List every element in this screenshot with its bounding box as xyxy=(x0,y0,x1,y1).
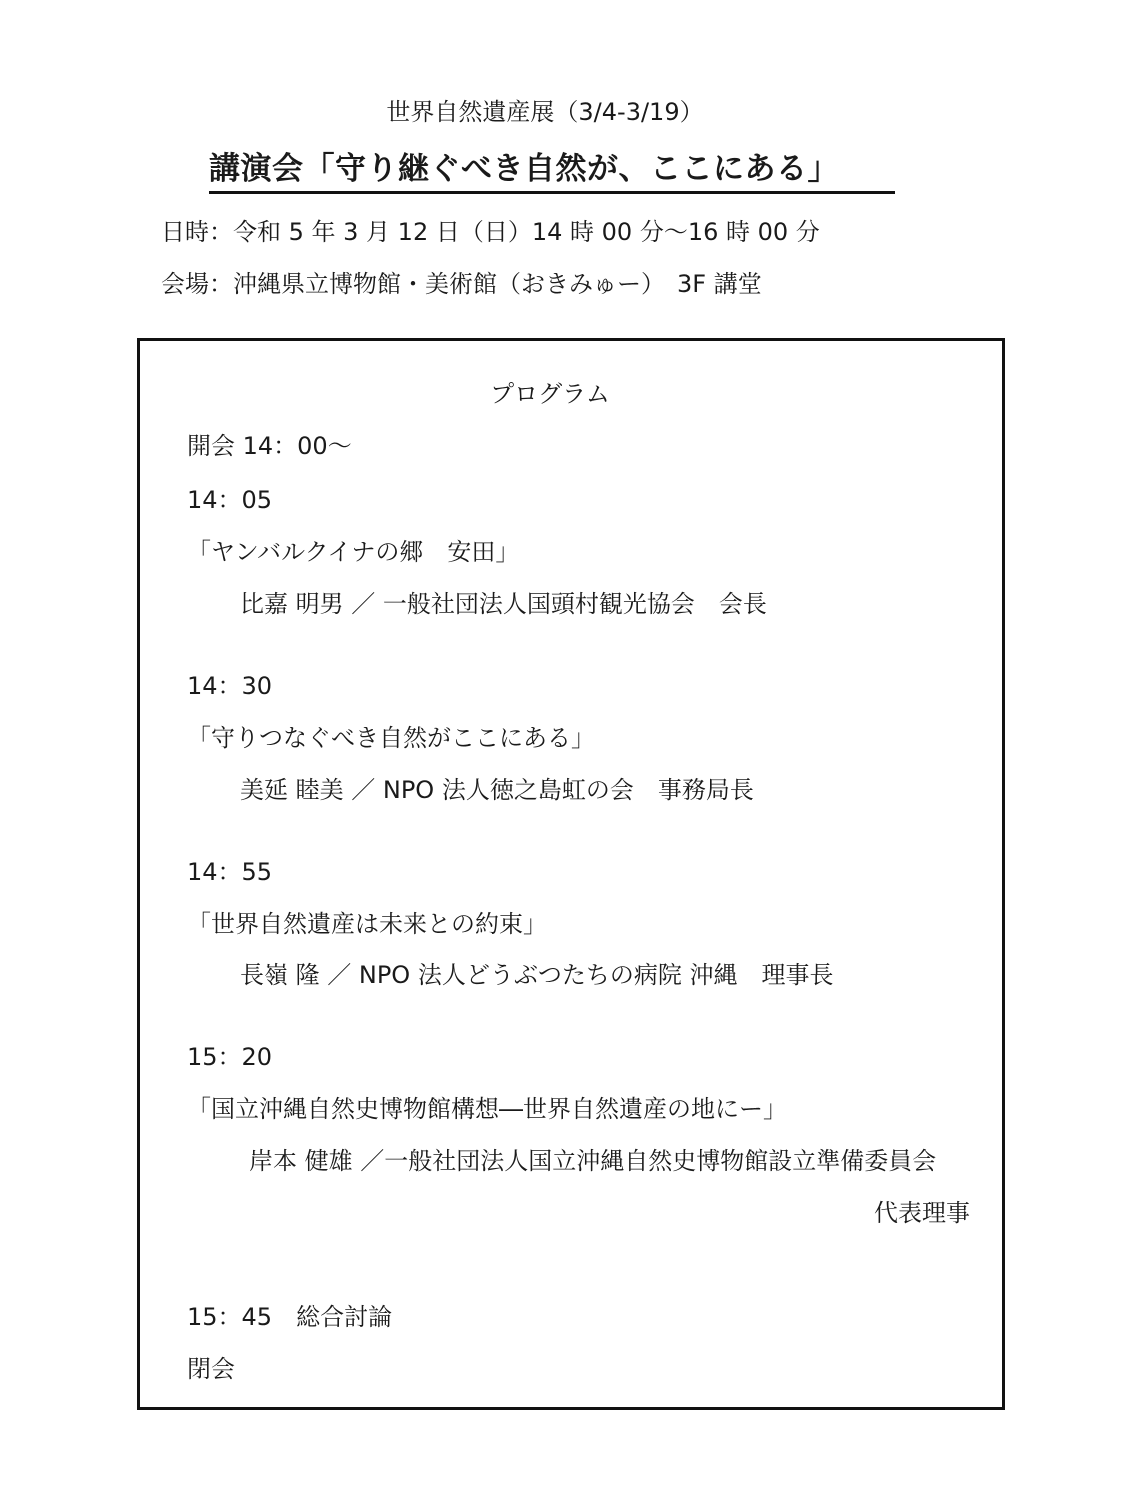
session-time: 14：05 xyxy=(187,486,273,514)
session-title: 「ヤンバルクイナの郷 安田」 xyxy=(187,538,520,566)
closing-line: 閉会 xyxy=(187,1355,235,1383)
session-speaker: 長嶺 隆 ／ NPO 法人どうぶつたちの病院 沖縄 理事長 xyxy=(240,961,834,989)
discussion-line: 15：45 総合討論 xyxy=(187,1303,393,1331)
title-underline xyxy=(209,191,895,194)
session-time: 15：20 xyxy=(187,1043,273,1071)
session-time: 14：30 xyxy=(187,672,273,700)
page-title: 講演会「守り継ぐべき自然が、ここにある」 xyxy=(209,151,839,187)
session-speaker: 岸本 健雄 ／一般社団法人国立沖縄自然史博物館設立準備委員会 xyxy=(249,1147,937,1175)
venue-line: 会場：沖縄県立博物館・美術館（おきみゅー） 3F 講堂 xyxy=(161,270,762,298)
session-speaker: 比嘉 明男 ／ 一般社団法人国頭村観光協会 会長 xyxy=(240,590,767,618)
session-title: 「国立沖縄自然史博物館構想―世界自然遺産の地にー」 xyxy=(187,1095,787,1123)
opening-line: 開会 14：00～ xyxy=(187,432,352,460)
session-title: 「守りつなぐべき自然がここにある」 xyxy=(187,724,595,752)
event-subtitle: 世界自然遺産展（3/4-3/19） xyxy=(386,98,704,126)
session-speaker: 美延 睦美 ／ NPO 法人徳之島虹の会 事務局長 xyxy=(240,776,754,804)
program-heading: プログラム xyxy=(490,380,610,408)
session-speaker-role: 代表理事 xyxy=(874,1199,970,1227)
session-title: 「世界自然遺産は未来との約束」 xyxy=(187,910,547,938)
date-line: 日時：令和 5 年 3 月 12 日（日）14 時 00 分～16 時 00 分 xyxy=(161,218,820,246)
session-time: 14：55 xyxy=(187,858,273,886)
